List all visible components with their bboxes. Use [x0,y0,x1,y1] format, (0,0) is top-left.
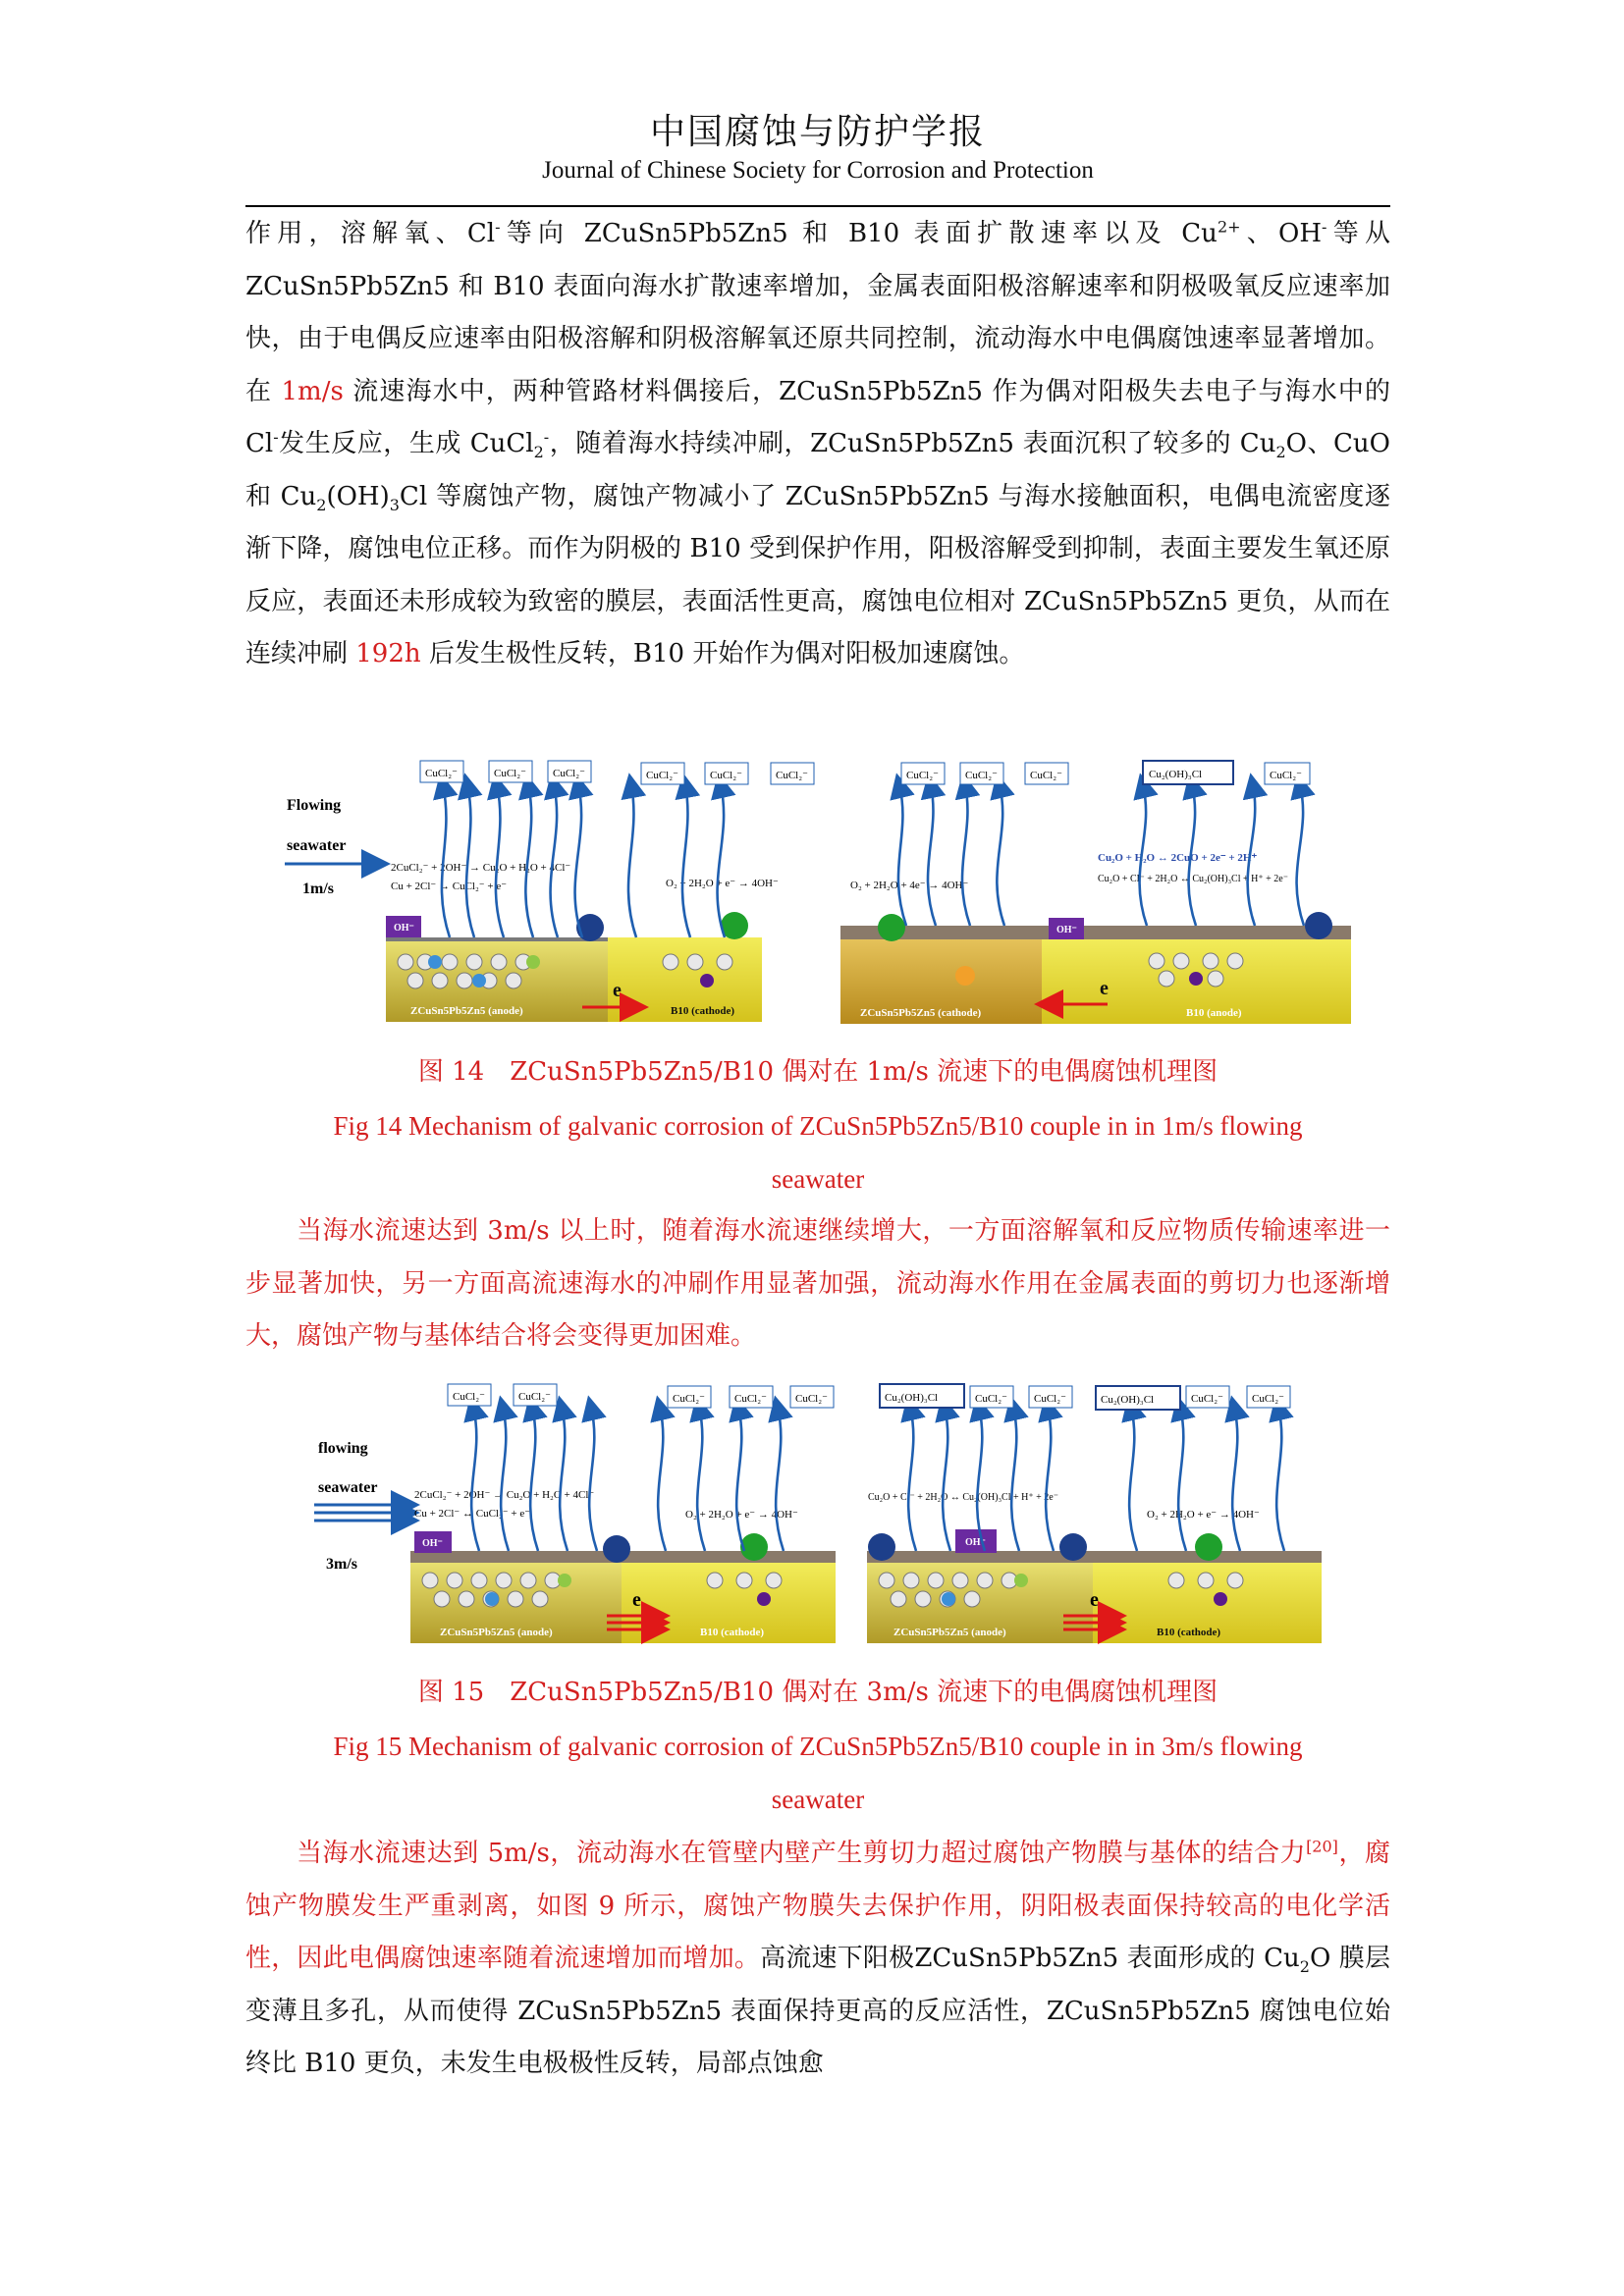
figure-14-caption-en-2: seawater [771,1164,865,1194]
flow-label-2: seawater [318,1479,378,1496]
panel-a [386,761,814,1022]
svg-text:CuCl₂⁻: CuCl₂⁻ [1030,770,1062,781]
svg-text:O₂ + 2H₂O + e⁻ → 4OH⁻: O₂ + 2H₂O + e⁻ → 4OH⁻ [1147,1509,1260,1521]
svg-text:ZCuSn5Pb5Zn5 (cathode): ZCuSn5Pb5Zn5 (cathode) [860,1007,982,1019]
svg-text:OH⁻: OH⁻ [394,923,414,934]
journal-title-en: Journal of Chinese Society for Corrosion and Protection [542,157,1094,184]
panel-b [867,1384,1322,1643]
svg-text:Cu₂(OH)₃Cl: Cu₂(OH)₃Cl [885,1392,939,1404]
journal-header [245,110,1390,187]
paragraph-1: 作用，溶解氧、Cl-等向 ZCuSn5Pb5Zn5 和 B10 表面扩散速率以及 $Cu^{2+}$、OH-等从ZCuSn5Pb5Zn5 和 B10 表面向海水扩散速率增加，金属表面阳极溶解速率和阴极吸氧反应速率加快，由于电偶反应速率由阳极溶解和阴极溶解氧还原共同控制，流动海水中电偶腐蚀速率显著增加。在 1m/s 流速海水中，两种管路材料偶接后，ZCuSn5Pb5Zn5 作为偶对阳极失去电子与海水中的 Cl-发生反应，生成 CuCl$_2$-，随着海水持续冲刷，ZCuSn5Pb5Zn5 表面沉积了较多的 $Cu_2O$、CuO 和 $Cu_2(OH)_3Cl$ 等腐蚀产物，腐蚀产物减小了 ZCuSn5Pb5Zn5 与海水接触面积，电偶电流密度逐渐下降，腐蚀电位正移。而作为阴极的 B10 受到保护作用，阳极溶解受到抑制，表面主要发生氧还原反应，表面还未形成较为致密的膜层，表面活性更高，腐蚀电位相对 ZCuSn5Pb5Zn5 更负，从而在连续冲刷 192h 后发生极性反转，B10 开始作为偶对阳极加速腐蚀。 [245,217,1391,668]
svg-text:CuCl₂⁻: CuCl₂⁻ [1252,1393,1284,1405]
svg-text:CuCl₂⁻: CuCl₂⁻ [795,1393,828,1405]
svg-text:CuCl₂⁻: CuCl₂⁻ [494,768,526,779]
svg-text:OH⁻: OH⁻ [422,1538,443,1549]
svg-text:CuCl₂⁻: CuCl₂⁻ [1034,1393,1066,1405]
figure-15-caption-cn: 图 15 ZCuSn5Pb5Zn5/B10 偶对在 3m/s 流速下的电偶腐蚀机理图 [417,1678,1218,1707]
svg-text:CuCl₂⁻: CuCl₂⁻ [425,768,458,779]
flow-label-1: Flowing [287,797,342,814]
figure-15-caption-en-2: seawater [771,1785,865,1814]
svg-text:CuCl₂⁻: CuCl₂⁻ [673,1393,705,1405]
svg-text:CuCl₂⁻: CuCl₂⁻ [1191,1393,1223,1405]
svg-text:B10 (anode): B10 (anode) [1186,1007,1242,1019]
svg-text:CuCl₂⁻: CuCl₂⁻ [710,770,742,781]
svg-text:B10 (cathode): B10 (cathode) [700,1627,765,1638]
paragraph-2: 当海水流速达到 3m/s 以上时，随着海水流速继续增大，一方面溶解氧和反应物质传输速率进一步显著加快，另一方面高流速海水的冲刷作用显著加强，流动海水作用在金属表面的剪切力也逐渐增大，腐蚀产物与基体结合将会变得更加困难。 [245,1216,1390,1351]
svg-text:OH⁻: OH⁻ [965,1537,986,1548]
svg-text:e: e [1100,978,1109,999]
svg-text:Cu + 2Cl⁻ ↔ CuCl₂⁻ + e⁻: Cu + 2Cl⁻ ↔ CuCl₂⁻ + e⁻ [414,1508,531,1520]
svg-text:CuCl₂⁻: CuCl₂⁻ [453,1391,485,1403]
svg-text:CuCl₂⁻: CuCl₂⁻ [975,1393,1007,1405]
svg-text:CuCl₂⁻: CuCl₂⁻ [553,768,585,779]
svg-text:Cu₂(OH)₃Cl: Cu₂(OH)₃Cl [1149,769,1203,780]
panel-b [840,761,1351,1024]
svg-text:e: e [613,980,622,1001]
panel-a [410,1384,836,1643]
header-rule [245,205,1390,207]
svg-text:OH⁻: OH⁻ [1056,925,1077,935]
svg-text:CuCl₂⁻: CuCl₂⁻ [646,770,678,781]
figure-15 [312,1374,1324,1644]
svg-text:CuCl₂⁻: CuCl₂⁻ [965,770,998,781]
svg-text:ZCuSn5Pb5Zn5 (anode): ZCuSn5Pb5Zn5 (anode) [893,1627,1006,1638]
svg-text:e: e [632,1589,641,1611]
svg-text:2CuCl₂⁻ + 2OH⁻ → Cu₂O + H₂O +: 2CuCl₂⁻ + 2OH⁻ → Cu₂O + H₂O + 4Cl⁻ [391,862,571,874]
svg-text:CuCl₂⁻: CuCl₂⁻ [734,1393,767,1405]
figure-14-caption-cn: 图 14 ZCuSn5Pb5Zn5/B10 偶对在 1m/s 流速下的电偶腐蚀机理图 [417,1057,1218,1087]
svg-text:Cu + 2Cl⁻ ↔ CuCl₂⁻ + e⁻: Cu + 2Cl⁻ ↔ CuCl₂⁻ + e⁻ [391,881,508,892]
svg-text:O₂ + 2H₂O + e⁻ → 4OH⁻: O₂ + 2H₂O + e⁻ → 4OH⁻ [685,1509,798,1521]
svg-text:Cu₂O + H₂O ↔ 2CuO + 2e⁻ + 2H⁺: Cu₂O + H₂O ↔ 2CuO + 2e⁻ + 2H⁺ [1098,852,1258,864]
svg-text:Cu₂O + Cl⁻ + 2H₂O ↔ Cu₂(OH)₃Cl: Cu₂O + Cl⁻ + 2H₂O ↔ Cu₂(OH)₃Cl + H⁺ + 2e⁻ [868,1492,1059,1503]
paragraph-3: 当海水流速达到 5m/s，流动海水在管壁内壁产生剪切力超过腐蚀产物膜与基体的结合力[20]，腐蚀产物膜发生严重剥离，如图 9 所示，腐蚀产物膜失去保护作用，阴阳极表面保持较高的电化学活性，因此电偶腐蚀速率随着流速增加而增加。高流速下阳极ZCuSn5Pb5Zn5 表面形成的 $Cu_2O$ 膜层变薄且多孔，从而使得 ZCuSn5Pb5Zn5 表面保持更高的反应活性，ZCuSn5Pb5Zn5 腐蚀电位始终比 B10 更负，未发生电极极性反转，局部点蚀愈 [245,1837,1390,2078]
svg-text:CuCl₂⁻: CuCl₂⁻ [906,770,939,781]
svg-text:ZCuSn5Pb5Zn5 (anode): ZCuSn5Pb5Zn5 (anode) [410,1005,523,1017]
figure-14-diagram [283,751,1353,1029]
flow-speed: 3m/s [326,1556,357,1573]
flow-label-1: flowing [318,1440,368,1457]
svg-text:CuCl₂⁻: CuCl₂⁻ [518,1391,551,1403]
flow-label-2: seawater [287,837,347,854]
svg-text:2CuCl₂⁻ + 2OH⁻ → Cu₂O + H₂O +: 2CuCl₂⁻ + 2OH⁻ → Cu₂O + H₂O + 4Cl⁻ [414,1489,595,1501]
svg-text:CuCl₂⁻: CuCl₂⁻ [776,770,808,781]
flow-speed: 1m/s [302,881,334,897]
figure-14 [283,751,1353,1029]
figure-15-caption-en-1: Fig 15 Mechanism of galvanic corrosion of ZCuSn5Pb5Zn5/B10 couple in in 3m/s flowing [333,1732,1303,1761]
svg-text:B10 (cathode): B10 (cathode) [1157,1627,1221,1638]
svg-text:CuCl₂⁻: CuCl₂⁻ [1270,770,1302,781]
svg-text:Cu₂O + Cl⁻ + 2H₂O ↔ Cu₂(OH)₃Cl: Cu₂O + Cl⁻ + 2H₂O ↔ Cu₂(OH)₃Cl + H⁺ + 2e⁻ [1098,874,1289,884]
svg-text:ZCuSn5Pb5Zn5 (anode): ZCuSn5Pb5Zn5 (anode) [440,1627,553,1638]
journal-title-cn: 中国腐蚀与防护学报 [649,112,986,152]
svg-text:O₂ + 2H₂O + e⁻ → 4OH⁻: O₂ + 2H₂O + e⁻ → 4OH⁻ [666,878,779,889]
figure-14-caption-en-1: Fig 14 Mechanism of galvanic corrosion of ZCuSn5Pb5Zn5/B10 couple in in 1m/s flowing [333,1111,1303,1141]
svg-text:Cu₂(OH)₃Cl: Cu₂(OH)₃Cl [1101,1394,1155,1406]
svg-text:e: e [1090,1589,1099,1611]
svg-text:B10 (cathode): B10 (cathode) [671,1005,735,1017]
figure-15-diagram [312,1374,1324,1644]
svg-text:O₂ + 2H₂O + 4e⁻ → 4OH⁻: O₂ + 2H₂O + 4e⁻ → 4OH⁻ [850,880,969,891]
